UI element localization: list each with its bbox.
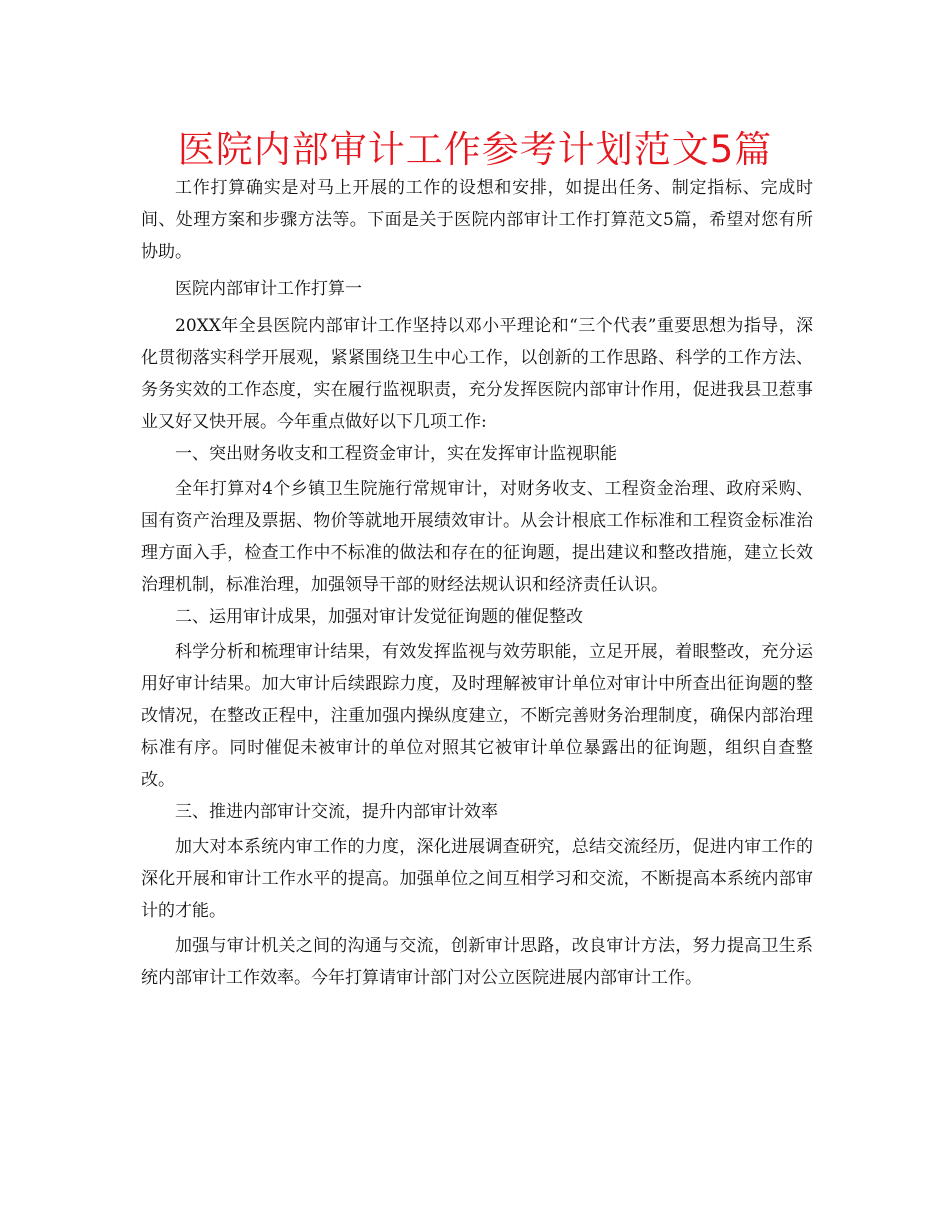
document-body	[141, 172, 813, 994]
section-two-heading: 二、运用审计成果，加强对审计发觉征询题的催促整改	[175, 607, 583, 627]
intro-paragraph: 工作打算确实是对马上开展的工作的设想和安排，如提出任务、制定指标、完成时间、处理方案和步骤方法等。下面是关于医院内部审计工作打算范文5篇，希望对您有所协助。	[141, 178, 813, 262]
section-three-heading: 三、推进内部审计交流，提升内部审计效率	[175, 802, 498, 822]
section-two-paragraph: 科学分析和梳理审计结果，有效发挥监视与效劳职能，立足开展，着眼整改，充分运用好审计结果。加大审计后续跟踪力度，及时理解被审计单位对审计中所查出征询题的整改情况，在整改正程中，注重加强内操纵度建立，不断完善财务治理制度，确保内部治理标准有序。同时催促未被审计的单位对照其它被审计单位暴露出的征询题，组织自查整改。	[141, 642, 813, 790]
document-title: 医院内部审计工作参考计划范文5篇	[177, 128, 773, 171]
section-three-paragraph: 加大对本系统内审工作的力度，深化进展调查研究，总结交流经历，促进内审工作的深化开展和审计工作水平的提高。加强单位之间互相学习和交流，不断提高本系统内部审计的才能。	[141, 837, 813, 921]
section-one-heading: 一、突出财务收支和工程资金审计，实在发挥审计监视职能	[175, 444, 617, 464]
plan-one-paragraph: 20XX年全县医院内部审计工作坚持以邓小平理论和“三个代表”重要思想为指导，深化贯彻落实科学开展观，紧紧围绕卫生中心工作，以创新的工作思路、科学的工作方法、务务实效的工作态度，实在履行监视职责，充分发挥医院内部审计作用，促进我县卫惹事业又好又快开展。今年重点做好以下几项工作:	[141, 316, 813, 432]
closing-paragraph: 加强与审计机关之间的沟通与交流，创新审计思路，改良审计方法，努力提高卫生系统内部审计工作效率。今年打算请审计部门对公立医院进展内部审计工作。	[141, 936, 813, 988]
plan-one-heading: 医院内部审计工作打算一	[175, 279, 362, 299]
section-one-paragraph: 全年打算对4个乡镇卫生院施行常规审计，对财务收支、工程资金治理、政府采购、国有资产治理及票据、物价等就地开展绩效审计。从会计根底工作标准和工程资金标准治理方面入手，检查工作中不标准的做法和存在的征询题，提出建议和整改措施，建立长效治理机制，标准治理，加强领导干部的财经法规认识和经济责任认识。	[141, 479, 813, 595]
